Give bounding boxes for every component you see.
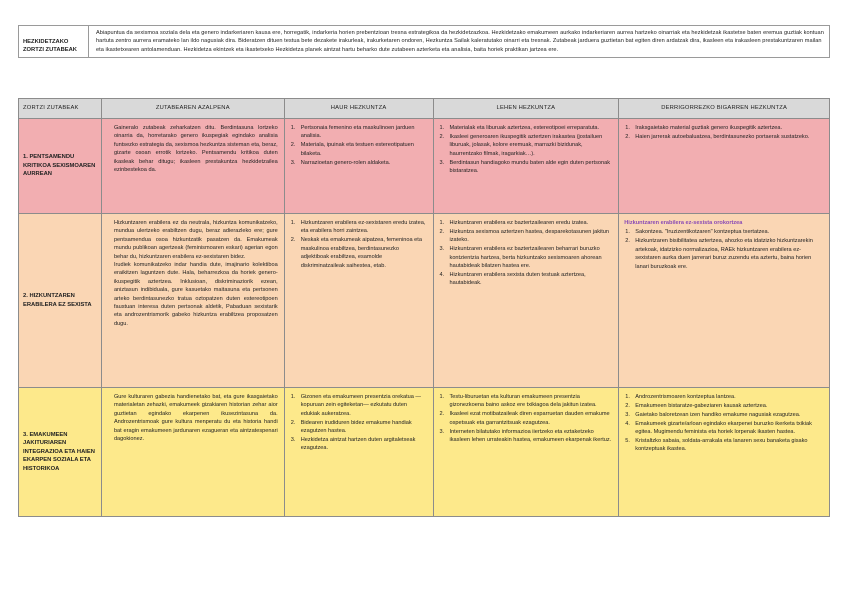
intro-table — [18, 25, 830, 58]
list-item: Bidearen irudiduren bidez emakume handiak ezagutzen hastea. — [300, 419, 412, 435]
intro-text: Abiapuntua da sexismoa soziala dela eta genero indarkeriaren kausa ere, horregatik, indarkeria horien prebentzioan tresna estrategikoa da hezkidetzazkoa. Hezkidetzako emakumeen aurkako indarkeriaren aurrea hartzeko oinarriak eta hezkidetzak ikastetxe baten eremua guztiak kontuan hartuta zentro aurrera eramateko lan ildo nagusiak dira. Bideratzen dituen testua bete dezakete irakurleak, irakurketaren ondoren, Hezkuntza Sailak kaleratutako oinarri eta tresnak. Zutabeak jarduera guztietan bat egiten diren ardatzak dira, ikasleen eta irakasleen prestakuntzaren mailan eta ikastetxearen antolamenduan. Hezkidetza ekintzek eta ikastetxeko Hezkidetza planek aintzat hartu beharko dute zutabeen azterketa eta analisia, baita horiek praktikan jartzea ere. — [89, 26, 830, 58]
list-item: Hizkuntzaren erabilera sexista duten testuak aztertzea, hautabideak. — [449, 271, 586, 287]
early-childhood-cell — [284, 214, 433, 388]
row-label: 1. PENTSAMENDU KRITIKOA SEXISMOAREN AURREAN — [19, 119, 102, 214]
list-item: Neskak eta emakumeak aipatzea, femeninoa eta maskulinoa erabiltzea, berdintasunezko adjektiboak erabiltzea, esamolde diskriminatzaileak saihestea, etab. — [300, 237, 422, 269]
list-item: Hizkuntzaren erabilera ez baztertzailearen eredu izatea. — [449, 220, 589, 226]
header-primary: LEHEN HEZKUNTZA — [433, 99, 619, 119]
pillar-description: Gaineralo zutabeak zeharkatzen ditu. Berdintasuna lortzeko oinarria da, horretarako genero ikuspegiak egindako analisia funtsezko estrategia da, sexismoa hezkuntza sisteman eta, beraz, gizarte osoan errotik lortzeko. Pentsamendu kritikoa duten ikasleak behar ditugu; ikasleen prestakuntza hezkidetzailea ezinbestekoa da. — [101, 119, 284, 214]
list-item: Sakontzea. "Iruzizentikotzaren" kontzeptua txertatzea. — [635, 229, 770, 236]
list-item: Hizkuntzaren bisibilitatea aztertzea, ahozko eta idatzizko hizkuntzarekin artekoak, idatzizko normalizazioa, RAEk hizkuntzaren erabilera ez-sexistaren aurka duen jarrerari buruz zuzendu eta aztertu, baina horien lanari buruzkoak ere. — [635, 238, 813, 270]
row-label: 3. EMAKUMEEN JAKITURIAREN INTEGRAZIOA ETA HAIEN EKARPEN SOZIALA ETA HISTORIKOA — [19, 388, 102, 517]
list-item: Berdintasun handiagoko mundu baten alde egin duten pertsonak bistaratzea. — [449, 159, 610, 175]
list-item: Interneten bilatutako informazioa iiertzeko eta eztaketzeko ikasleen lehen urrateakin hastea, emakumeen ekarpenak ikertuz. — [449, 428, 612, 444]
list-item: Pertsonaia femenino eta maskulinoen jarduen analisia. — [300, 125, 415, 140]
list-item: Testu-liburuetan eta kulturan emakumeen presentzia gizonezkoena baino askoz ere txikiagoa dela jakitun izatea. — [449, 394, 597, 409]
secondary-cell — [619, 119, 830, 214]
list-item: Gaietako baloretzean izen handiko emakume nagusiak ezagutzea. — [635, 411, 801, 418]
primary-cell — [433, 388, 619, 517]
list-item: Ikasleei generoaren ikuspegitik aztertzen irakastea (jostailuen liburuak, jolasak, kolore eremuak, marrazki bizidunak, haurrentzako filmak, iragarkiak…). — [449, 133, 603, 157]
header-early-childhood: HAUR HEZKUNTZA — [284, 99, 433, 119]
list-item: Materialak eta liburuak aztertzea, estereotipoei erreparatuta. — [449, 125, 600, 131]
header-description: ZUTABEAREN AZALPENA — [101, 99, 284, 119]
header-row — [19, 99, 830, 119]
description-paragraph: Irudiek komunikatzeko indar handia dute, imajinario kolektiboa eraikitzen laguntzen dute. Hala, beharrezkoa da horiek genero-ikuspegitik aztertzea. Inklusioan, diskriminaziorik ezean, aniztasun indibiduala, gure kasuetako maitasuna eta pertsonen arteko berdintasunezko tratua oztopatzen duten estereotipoen faustuan interesa duten pertsonak aldetik, Pabaduan sexistarik eta androzentrismorik gabeko hizkuntza erabiltzea proposatzen dugu. — [113, 262, 278, 327]
list-item: Kristaltzko sabaia, soldata-arrakala eta lanaren sexu banaketa gisako kontzeptuak ikastea. — [635, 438, 808, 453]
secondary-cell-title: Hizkuntzaren erabilera ez-sexista orokortzea — [624, 220, 743, 226]
table-row — [19, 119, 830, 214]
intro-label: HEZKIDETZAKO ZORTZI ZUTABEAK — [19, 26, 89, 58]
header-pillars: ZORTZI ZUTABEAK — [19, 99, 102, 119]
row-label: 2. HIZKUNTZAREN ERABILERA EZ SEXISTA — [19, 214, 102, 388]
table-row — [19, 388, 830, 517]
list-item: Emakumeek gizarte/arloan egindako ekarpenei buruzko ikerketa txikiak egitea. Mugimendu feminista eta horiek lorpenak ikasten hastea. — [635, 420, 812, 436]
early-childhood-cell — [284, 119, 433, 214]
list-item: Hezkidetza aintzat hartzen duten argitaletxeak ezagutzea. — [300, 437, 416, 452]
list-item: Narrazioetan genero-rolen aldaketa. — [300, 159, 391, 166]
secondary-cell — [619, 388, 830, 517]
pillars-table — [18, 98, 830, 517]
list-item: Ikasleei ezat motibatzaileak diren esparruetan dauden emakume ospetsuak eta garrantzitsuak ezagutzea. — [449, 411, 610, 426]
early-childhood-cell — [284, 388, 433, 517]
list-item: Hizkuntzaren erabilera ez-sexistaren eredu izatea, eta erabilera horri zaintzea. — [300, 220, 426, 235]
list-item: Androzentrismoaren kontzeptua lantzea. — [635, 394, 736, 400]
list-item: Hizkuntzaren erabilera ez baztertzailearen beharrari buruzko kontzientzia hartzea, berta hizkuntzako sexismoaren ahorean hautabideak bilatzen hastea ere. — [449, 246, 602, 270]
pillar-description: Gure kulturaren gabezia handienetako bat, eta gure ikasgaietako materialetan zehazki, emakumeek gizakiaren historian zehar aior guztietan egindako ekarpenen ikusezintasuna da. Androzentrismoak gure kultura menperatu du eta historia handi bat eragin emakumeen jardunaren ezagueran eta aintzatespenari dagokionez. — [101, 388, 284, 517]
list-item: Materiala, ipuinak eta testuen estereotipatuen bilaketa. — [300, 142, 414, 157]
header-secondary: DERRIGORREZKO BIGARREN HEZKUNTZA — [619, 99, 830, 119]
primary-cell — [433, 119, 619, 214]
list-item: Haien jarrerak autoebaluatzea, berdintasunezko portaerak sustatzeko. — [635, 133, 810, 140]
list-item: Gizonen eta emakumeen presentzia orekatua —kopuruan zein egiteketan— ezkutatu duten edukiak aukeratzea. — [300, 394, 422, 417]
description-paragraph: Hizkuntzaren erabilera ez da neutrala, hizkuntza komunikatzeko, mundua ulertzeko erabiltzen dugu, beraz adierazleko ere; gure pentsamendua osoa hizkuntzatik pasatzen da. Emakumeak mundu publikoan agertzeak (feminismoaren eskari) agerian egon behar du, hizkuntzaren erabilera ez-sexistaren bidez. — [113, 220, 278, 260]
list-item: Hizkuntza sexismoa aztertzen hastea, desparekotasunen jakitun izateko. — [449, 228, 610, 244]
list-item: Iraksgaietako material guztiak genero ikuspegitik aztertzea. — [635, 125, 783, 131]
primary-cell — [433, 214, 619, 388]
table-row — [19, 214, 830, 388]
secondary-cell — [619, 214, 830, 388]
list-item: Emakumeen bistaratze-gabeziaren kausak aztertzea. — [635, 402, 768, 409]
pillar-description — [101, 214, 284, 388]
